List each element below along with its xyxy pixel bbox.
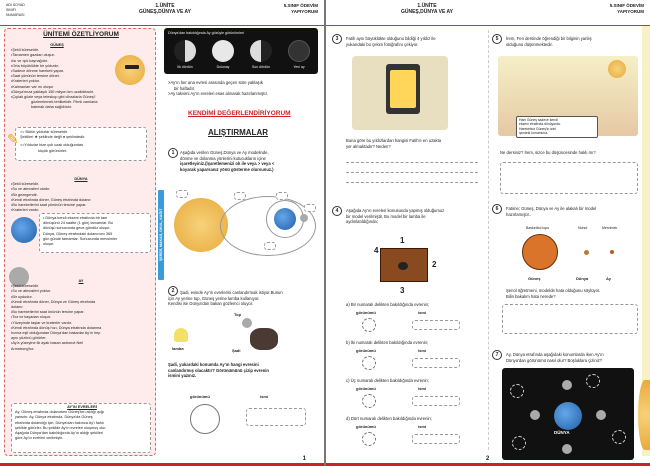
direction-box[interactable]: [276, 192, 288, 200]
answer-line[interactable]: [346, 182, 478, 183]
earth-box-line: oluşur.: [43, 242, 55, 247]
exercise-title: ALIŞTIRMALAR: [208, 128, 268, 137]
star-line: Şekilleri ★ şeklinde değil ● şeklindedir.: [20, 135, 86, 140]
unit-title: GÜNEŞ,DÜNYA VE AY: [400, 9, 454, 15]
sunglasses-icon: [125, 65, 139, 69]
star-line: >> Bütün yıldızlar küreseldir.: [20, 130, 68, 134]
q2-q-line: canlandırmış olacaktır? Görünümünü çizip evrenin: [168, 367, 269, 373]
q5-text: [506, 36, 642, 47]
model-label: Nohut: [578, 226, 588, 230]
moon-line: •Kendi etrafında döner, Dünya ve Güneş etrafında: [11, 299, 96, 304]
moon-box-title: Dünya'dan bakıldığında Ay gözüyle görünümleri: [168, 31, 244, 35]
drawing-circle[interactable]: [190, 404, 220, 434]
direction-box[interactable]: [234, 192, 246, 200]
earth-line: •Bir gezegendir.: [11, 192, 38, 197]
question-number: 6: [492, 204, 502, 214]
star-line: >>Yıldızlar bize çok uzak olduğundan: [20, 143, 84, 148]
unit-label: 1.ÜNİTE: [155, 3, 175, 9]
q4-item: d) Dört numaralı delikten bakıldığında evrenin;: [346, 416, 432, 421]
sun-line: •Kalmanları var mı oluşur: [11, 84, 54, 89]
q4-item: a) Bir numaralı delikten bakıldığında evrenin;: [346, 302, 430, 307]
bubble-line: içindeki konumuna.: [519, 131, 549, 136]
chickpea-icon: [584, 250, 589, 255]
unit-label: 1.ÜNİTE: [417, 3, 437, 9]
bubble-line: ekseni etrafında dönüyordu.: [519, 122, 562, 127]
q6-line: Fatime; Güneş, Dünya ve Ay ile alakalı bir model: [506, 206, 597, 211]
drawing-circle[interactable]: [362, 432, 376, 446]
ball-icon: [242, 318, 252, 328]
sun-line: •Kraterleri yoktur.: [11, 79, 40, 84]
sun-heading: GÜNEŞ: [50, 43, 64, 47]
q7-line: Dünya'dan görünümü nasıl olur? Boşluklara çiziniz?: [506, 357, 603, 363]
grade-heading: [610, 3, 644, 15]
q5-line: İrem, Fen dersinde öğrendiği bir bilginin yanlış: [506, 36, 592, 41]
page-header: [0, 0, 324, 26]
drawing-circle[interactable]: [586, 374, 600, 388]
appearance-label: görünümü: [356, 386, 376, 391]
appearance-label: görünümü: [190, 394, 210, 399]
phase-name-input[interactable]: [412, 434, 460, 444]
q4-line: bir model verilmiştir. Bu model bir lamba ile: [346, 213, 426, 219]
hole-label: 3: [400, 286, 405, 295]
phases-line: göre Ay'ın evreleri verilmiştir.: [15, 436, 64, 441]
lentil-icon: [610, 250, 614, 254]
sun-edge-icon: [638, 380, 650, 450]
sun-section: [11, 43, 103, 111]
phase-label: Yeni ay: [293, 65, 305, 69]
first-quarter-icon: [174, 40, 196, 62]
q3-question: [346, 138, 482, 149]
moon-line: •Bir uydudur.: [11, 294, 33, 299]
notes: [168, 80, 320, 97]
answer-line[interactable]: [346, 172, 478, 173]
drawing-circle[interactable]: [362, 356, 376, 370]
model-label: Mercimek: [602, 226, 618, 230]
q1-line: dönme ve dolanma yönlerini kutucukların içine: [180, 155, 266, 161]
top-label: Top: [234, 312, 242, 317]
sun-line: •Sadece dönme hareketi yapar.: [11, 69, 64, 74]
appearance-label: görünümü: [356, 348, 376, 353]
note-line: >Ay'ın her ana evresi arasında geçen süre yaklaşık: [168, 80, 263, 85]
page-1: [0, 0, 324, 466]
question-number: 2: [168, 286, 178, 296]
phases-line: Ay, Güneş etrafında dolanırken Güneş'ten aldığı ışığı: [15, 410, 105, 415]
moon-model-icon: [300, 214, 308, 222]
pencil-icon: ✎: [7, 131, 19, 147]
earth-label: DÜNYA: [554, 430, 570, 435]
direction-box[interactable]: [264, 242, 276, 250]
question-number: 3: [332, 34, 342, 44]
drawing-circle[interactable]: [362, 318, 376, 332]
hole-label: 1: [400, 236, 405, 245]
phases-line: şekilde görürler. Bu şekilde Ay'ın evreleri oluşmuş olur.: [15, 425, 107, 430]
grade-sub: YAPIYORUM: [617, 9, 644, 14]
moon-heading: AY: [78, 279, 84, 283]
box-hole: [398, 262, 408, 270]
answer-box[interactable]: [502, 304, 638, 334]
unit-heading: [110, 3, 220, 15]
q7-text: [506, 352, 642, 363]
eval-title: KENDİMİ DEĞERLENDİRİYORUM: [188, 110, 291, 117]
hole-label: 2: [432, 260, 437, 269]
earth-line: •Su ve atmosferi vardır.: [11, 187, 51, 192]
earth-box-line: dönüşünü 24 saatte (1 gün) tamamlar. Bu: [43, 221, 113, 226]
moon-section: [11, 279, 151, 352]
hole-label: 4: [374, 246, 379, 255]
drawing-circle[interactable]: [510, 384, 524, 398]
phase-name-input[interactable]: [246, 408, 306, 426]
side-tab: ŞERİDİ, MAKAS, OKUL, KAĞIT: [158, 190, 164, 280]
star-info-box: [15, 127, 147, 161]
q2-q-line: ismini yazınız.: [168, 373, 197, 379]
sun-line: •Şekli küreseldir.: [11, 48, 39, 53]
kid-label: Şadi: [232, 348, 241, 353]
moon-phases-image: [164, 28, 318, 74]
q2-q-line: Şadi, yukardaki konumda Ay'ın hangi evresini: [168, 362, 259, 367]
moon-position-icon: [562, 444, 572, 454]
column-divider: [488, 30, 489, 450]
direction-box[interactable]: [304, 204, 316, 212]
earth-box-line: • Dünya kendi ekseni etrafında bir tam: [43, 216, 108, 220]
q3-text: [346, 36, 482, 47]
q3-line: Fatih aynı büyüklükte olduğunu bildiği 4 yıldız ile: [346, 36, 436, 41]
moon-line: •Toz ve kayadan oluşur.: [11, 315, 51, 320]
full-moon-icon: [212, 40, 234, 62]
q7-line: Ay, Dünya etrafında aşağıdaki konumlarda iken Ay'ın: [506, 352, 604, 357]
moon-orbit: [266, 200, 304, 238]
name-col-label: ismi: [260, 394, 269, 399]
phases-heading: AY'IN EVRELERİ: [67, 405, 97, 409]
q6-text: [506, 206, 642, 217]
q3-q-line: Buna göre bu yıldızlardan hangisi Fatih'e en uzakta: [346, 138, 442, 143]
summary-panel: [4, 28, 156, 456]
name-col-label: ismi: [418, 386, 427, 391]
note-line: >Ay takvimi Ay'ın evreleri esas alınarak hazırlanmıştır.: [168, 91, 268, 97]
q2-text: [168, 290, 320, 307]
sun-cartoon-icon: [115, 55, 145, 85]
phone-screen: [390, 70, 416, 108]
q6-line: hazırlamıştır..: [506, 211, 532, 217]
phase-name-input[interactable]: [412, 396, 460, 406]
question-number: 5: [492, 34, 502, 44]
answer-line[interactable]: [346, 162, 478, 163]
question-number: 4: [332, 206, 342, 216]
sun-line: •Orta büyüklükte bir yıldızdır.: [11, 63, 60, 68]
body-name: Dünya: [576, 276, 589, 281]
q4-item: b) İki numaralı delikten bakıldığında evrenin;: [346, 340, 429, 345]
earth-line: •Bu hareketlerini saat yönünün tersine yapar.: [11, 203, 87, 208]
note-line: bir haftadır.: [174, 85, 195, 91]
earth-line: •Kendi etrafında döner, Güneş etrafında dolanır.: [11, 197, 92, 202]
sun-line: •Saat yönünün tersine döner.: [11, 74, 60, 79]
moon-line: aynı yüzünü görürler.: [11, 336, 47, 341]
earth-box-line: dönüşü sonucunda gece-gündüz oluşur.: [43, 226, 111, 231]
moon-line: •Yüzeyinde taşlar ve kraterler vardır.: [11, 320, 73, 325]
earth-info-box: [39, 213, 151, 253]
appearance-label: görünümü: [356, 424, 376, 429]
grade-label: 5.SINIF ÖDEVİM: [283, 3, 318, 8]
q2-line: Şadi, evinde Ay'ın evrelerini canlandırmak istiyor.Bunun: [180, 290, 283, 295]
q5-question: Ne dersiniz? İrem, sizce bu düşüncesinde haklı mı?: [500, 150, 596, 155]
phases-line: etrafında dolandığı için, Dünya'dan bakınca Ay'ı farklı: [15, 420, 105, 425]
moon-line: •Şekli küreseldir.: [11, 284, 39, 289]
body-name: Güneş: [528, 276, 541, 281]
basketball-icon: [522, 234, 558, 270]
earth-heading: DÜNYA: [74, 177, 88, 181]
name-col-label: ismi: [418, 424, 427, 429]
q6-q-line: Bilin bakalım hata nerede?: [506, 293, 556, 299]
earth-section: [11, 177, 151, 213]
unit-title: GÜNEŞ,DÜNYA VE AY: [138, 9, 192, 15]
phases-line: Aşağıda Dünya'dan bakıldığında Ay'ın aldığı şekilleri: [15, 431, 103, 436]
earth-line: •Kraterleri vardır.: [11, 208, 40, 213]
answer-box[interactable]: [500, 162, 638, 194]
moon-line: •Su ve atmosferi yoktur.: [11, 289, 51, 294]
moon-line: •Ay'a yüzeyine ilk ayak basan astronot Neil: [11, 341, 84, 346]
lamp-icon: [174, 328, 188, 342]
earth-box-line: Dünya, Güneş etrafındaki dolanımını 365: [43, 231, 113, 236]
sun-line: •Çıplak gözle veya teleskop gibi cihazlarla Güneş'i: [11, 95, 96, 100]
phase-name-input[interactable]: [412, 358, 460, 368]
moon-line: dolanır.: [11, 305, 24, 310]
page-2: [326, 0, 650, 466]
new-moon-icon: [288, 40, 310, 62]
kid-icon: [250, 328, 278, 350]
drawing-circle[interactable]: [512, 436, 526, 450]
grade-heading: [284, 3, 318, 15]
sun-line: •Isı ve ışık kaynağıdır.: [11, 58, 48, 63]
q2-question: [168, 362, 320, 379]
direction-box[interactable]: [176, 190, 188, 198]
phases-line: yansıtır. Ay, Dünya etrafında, Dünya'da Güneş: [15, 415, 93, 420]
bubble-line: Hareketsiz Güneş'in izini: [519, 126, 557, 131]
moon-position-icon: [596, 410, 606, 420]
number-label: NUMARASI: [6, 13, 25, 17]
sun-line: •Dünya'mıza yaklaşık 150 milyon km uzaklıktadır.: [11, 89, 94, 94]
class-label: SINIFI: [6, 8, 16, 12]
q4-text: [346, 208, 482, 225]
q1-line: Aşağıda verilen Güneş,Dünya ve Ay modelinde,: [180, 150, 269, 155]
earth-box-line: gün günde tamamlar. Sonucunda mevsimler: [43, 236, 118, 241]
moon-position-icon: [562, 380, 572, 390]
name-label: ADI SOYAD: [6, 3, 25, 7]
moon-line: Armstrong'tur.: [11, 346, 35, 351]
q2-line: için Ay yerine top, Güneş yerine lamba kullanıyor.: [168, 295, 260, 301]
phase-name-input[interactable]: [412, 320, 460, 330]
star-info-text: [20, 130, 144, 154]
unit-heading: [372, 3, 482, 15]
summary-title: ÜNİTEMİ ÖZETLİYORUM: [43, 31, 119, 38]
moon-line: •Kendi etrafında dönüş hızı, Dünya etrafında dolanma: [11, 325, 102, 330]
appearance-label: görünümü: [356, 310, 376, 315]
sun-line: •Tamamen gazdan oluşur.: [11, 53, 55, 58]
moon-phases-box: [11, 403, 151, 453]
moon-line: •Bu hareketlerini saat önünün tersine yapar.: [11, 310, 85, 315]
drawing-circle[interactable]: [612, 430, 626, 444]
last-quarter-icon: [250, 40, 272, 62]
grade-label: 5.SINIF ÖDEVİM: [609, 3, 644, 8]
question-number: 1: [168, 148, 178, 158]
grade-sub: YAPIYORUM: [291, 9, 318, 14]
bubble-line: Hani Güneş sadece kendi: [519, 118, 558, 122]
moon-position-icon: [530, 410, 540, 420]
name-col-label: ismi: [418, 348, 427, 353]
q2-line: Kendisi ise Dünya'dan bakan gözlemci oluyor.: [168, 301, 254, 307]
q6-question: [506, 288, 642, 299]
question-number: 7: [492, 350, 502, 360]
page-header: [326, 0, 650, 26]
lamp-label: lamba: [172, 346, 184, 351]
student-info: [6, 3, 25, 18]
q3-line: yukarıdaki bu çekim fotoğrafını çekiyor.: [346, 41, 419, 47]
earth-cartoon-icon: [11, 217, 37, 243]
q1-text: [180, 150, 320, 172]
sun-icon: [608, 60, 626, 78]
q3-q-line: yer almaktadır? Neden?: [346, 143, 391, 149]
q1-line: koyarak yaparsanız yönü gösterme olursunuz.): [180, 166, 274, 172]
q4-line: aydınlatıldığında;: [346, 219, 378, 225]
page-number: 2: [486, 456, 490, 462]
body-name: Ay: [606, 276, 611, 281]
speech-bubble: [516, 116, 598, 138]
moon-line: hızına eşit olduğundan Dünya'dan bakanlar Ay'ın hep: [11, 331, 101, 336]
q1-line: işaretleyiniz.(İşaretlemenizi ok ile veya > veya <: [180, 161, 275, 167]
star-line: küçük görünürler.: [38, 148, 68, 153]
q4-line: Aşağıda Ay'ın evreleri konusunda yapmış olduğumuz: [346, 208, 445, 213]
drawing-circle[interactable]: [362, 394, 376, 408]
page-number: 1: [302, 456, 306, 462]
sun-line: bakmak daha sağlıklıdır.: [31, 105, 72, 110]
earth-info-text: [43, 216, 151, 247]
phase-label: Son dördün: [251, 65, 271, 69]
q6-q-line: Şenol öğretmeni, modelde hata olduğunu söylüyor.: [506, 288, 601, 293]
model-label: Basketbol topu: [526, 226, 550, 230]
q4-item: c) Üç numaralı delikten bakıldığında evrenin;: [346, 378, 429, 383]
moon-phases-text: [15, 405, 149, 441]
earth-line: •Şekli küreseldir.: [11, 182, 39, 187]
phase-label: Dolunay: [216, 65, 230, 69]
name-col-label: ismi: [418, 310, 427, 315]
sun-line: gözlemlemek tehlikelidir. Filmli camlarla: [31, 100, 98, 105]
q5-line: olduğunu düşünmektedir.: [506, 41, 553, 47]
earth-icon: [554, 402, 582, 430]
phase-label: İlk dördün: [177, 65, 193, 69]
